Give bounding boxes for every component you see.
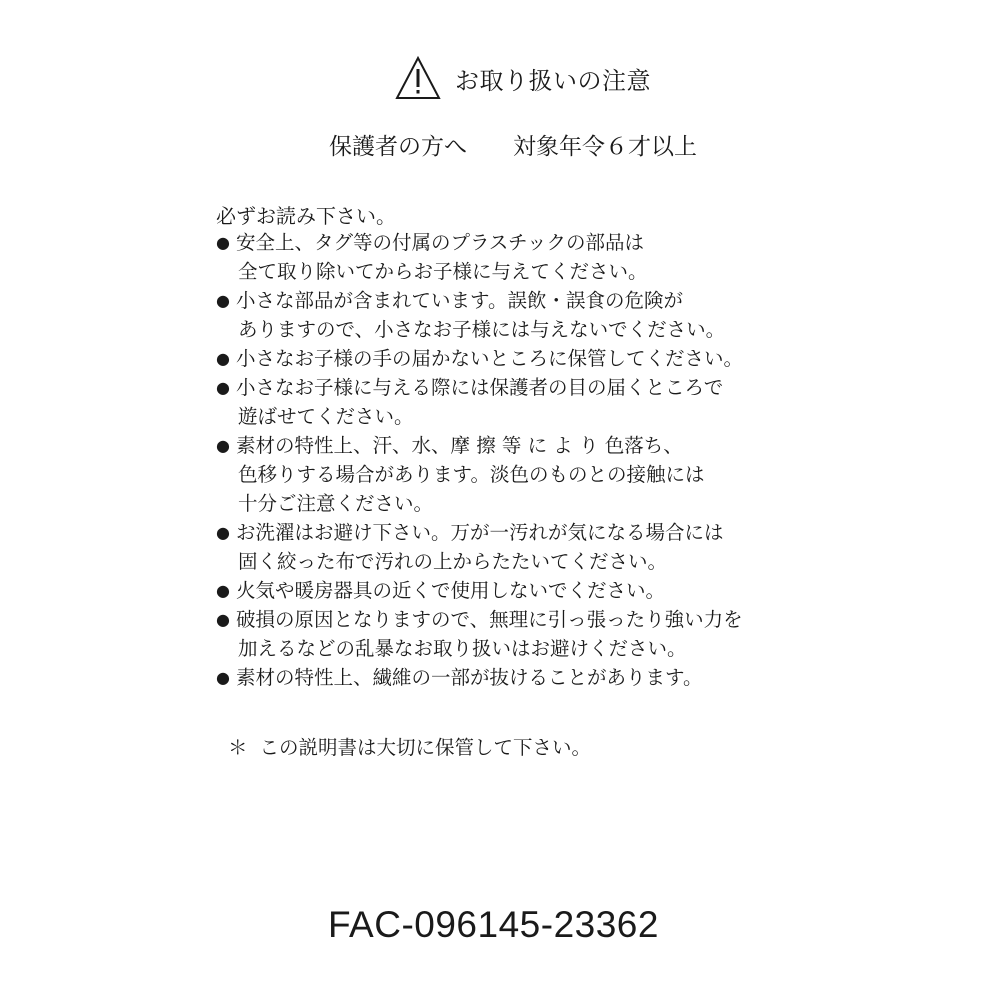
notice-list — [216, 228, 743, 692]
subtitle-row — [329, 128, 697, 161]
notice-item — [216, 518, 743, 576]
notice-text — [236, 344, 743, 373]
notice-line: 小さな部品が含まれています。誤飲・誤食の危険が — [236, 289, 683, 312]
footnote — [228, 732, 591, 760]
notice-line: 全て取り除いてからお子様に与えてください。 — [238, 260, 648, 283]
notice-line: 加えるなどの乱暴なお取り扱いはお避けください。 — [238, 637, 687, 660]
notice-text — [236, 576, 665, 605]
notice-item — [216, 576, 743, 605]
product-code: FAC-096145-23362 — [328, 904, 659, 945]
notice-item — [216, 228, 743, 286]
bullet-icon: ● — [216, 668, 230, 687]
bullet-icon: ● — [216, 523, 230, 542]
notice-line: 安全上、タグ等の付属のプラスチックの部品は — [236, 231, 644, 254]
notice-line: 破損の原因となりますので、無理に引っ張ったり強い力を — [236, 608, 743, 631]
notice-line: 色移りする場合があります。淡色のものとの接触には — [238, 463, 705, 486]
notice-line: 小さなお子様の手の届かないところに保管してください。 — [236, 347, 744, 370]
title-row — [395, 56, 651, 100]
notice-item — [216, 431, 743, 518]
notice-text — [236, 228, 648, 286]
warning-triangle-icon — [395, 56, 441, 100]
target-age-label: 対象年令６才以上 — [513, 134, 697, 160]
notice-line: 小さなお子様に与える際には保護者の目の届くところで — [236, 376, 724, 399]
notice-line: 遊ばせてください。 — [238, 405, 414, 428]
notice-text — [236, 605, 743, 663]
page-title: お取り扱いの注意 — [455, 66, 651, 95]
asterisk-icon: ＊ — [228, 736, 248, 759]
notice-item — [216, 344, 743, 373]
notice-item — [216, 373, 743, 431]
bullet-icon: ● — [216, 610, 230, 629]
notice-item — [216, 286, 743, 344]
notice-text — [236, 373, 723, 431]
notice-text — [236, 663, 702, 692]
bullet-icon: ● — [216, 233, 230, 252]
notice-line: 十分ご注意ください。 — [238, 492, 434, 515]
notice-line: 固く絞った布で汚れの上からたたいてください。 — [238, 550, 668, 573]
notice-line: ありますので、小さなお子様には与えないでください。 — [238, 318, 726, 341]
notice-line: 素材の特性上、汗、水、摩 擦 等 に よ り 色落ち、 — [236, 434, 683, 457]
notice-line: 火気や暖房器具の近くで使用しないでください。 — [236, 579, 666, 602]
notice-line: お洗濯はお避け下さい。万が一汚れが気になる場合には — [236, 521, 724, 544]
notice-item — [216, 663, 743, 692]
notice-line: 素材の特性上、繊維の一部が抜けることがあります。 — [236, 666, 703, 689]
notice-text — [236, 286, 725, 344]
notice-text — [236, 431, 704, 518]
intro-text: 必ずお読み下さい。 — [216, 204, 396, 228]
bullet-icon: ● — [216, 436, 230, 455]
bullet-icon: ● — [216, 291, 230, 310]
notice-item — [216, 605, 743, 663]
bullet-icon: ● — [216, 349, 230, 368]
footnote-text: この説明書は大切に保管して下さい。 — [259, 736, 592, 759]
audience-label: 保護者の方へ — [329, 134, 467, 160]
bullet-icon: ● — [216, 581, 230, 600]
bullet-icon: ● — [216, 378, 230, 397]
notice-text — [236, 518, 724, 576]
